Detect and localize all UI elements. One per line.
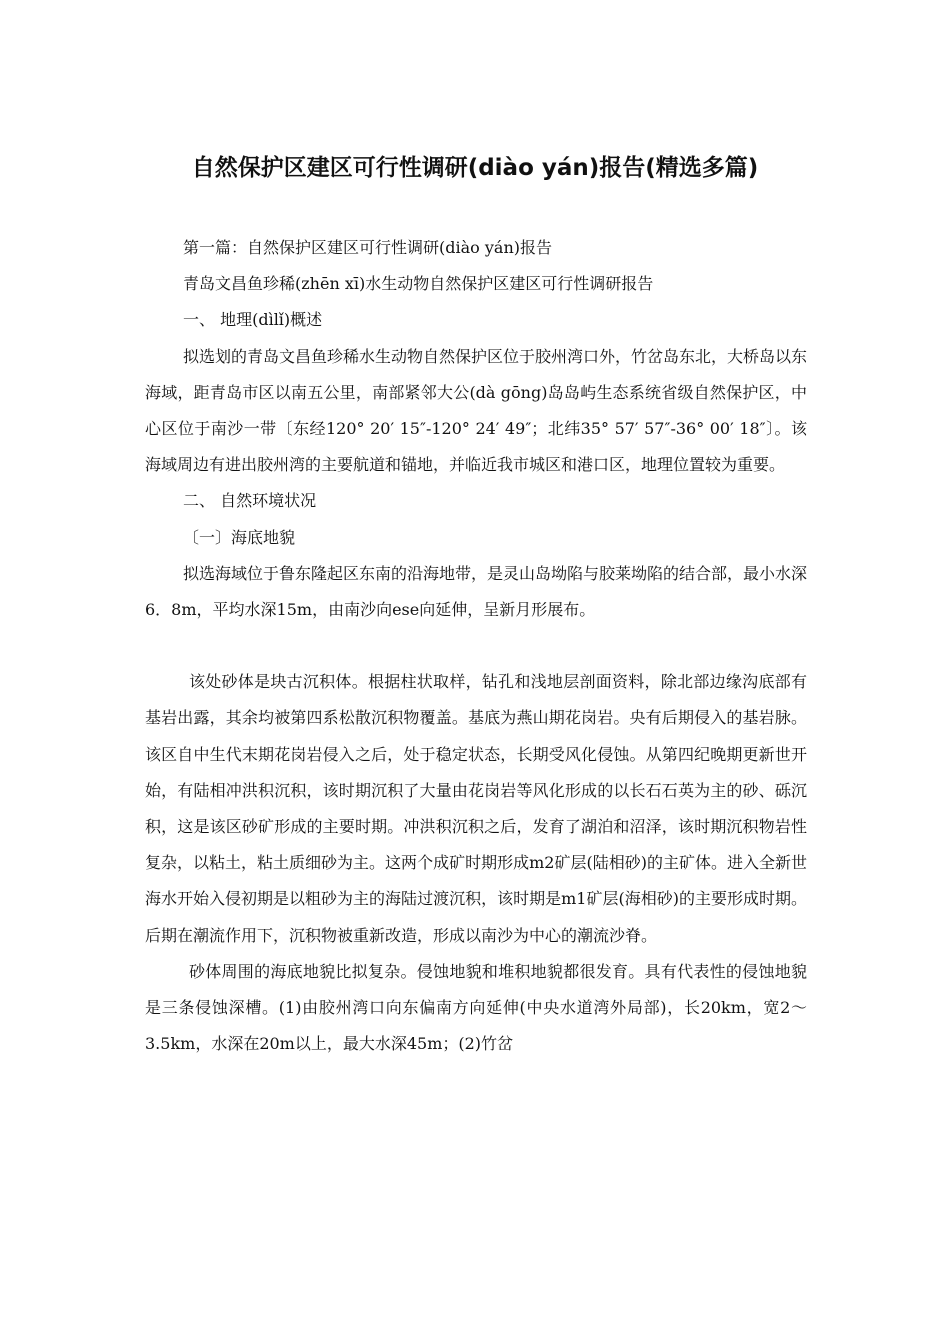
paragraph-geography: 拟选划的青岛文昌鱼珍稀水生动物自然保护区位于胶州湾口外，竹岔岛东北，大桥岛以东海域，距青岛市区以南五公里，南部紧邻大公(dà gōng)岛岛屿生态系统省级自然保护区，中心区位于南沙一带〔东经120° 20′ 15″-120° 24′ 49″；北纬35° 57′ 57″-36° 00′ 18″〕。该海域周边有进出胶州湾的主要航道和锚地，并临近我市城区和港口区，地理位置较为重要。 <box>145 346 808 475</box>
paragraph-seabed-location: 拟选海域位于鲁东隆起区东南的沿海地带，是灵山岛坳陷与胶莱坳陷的结合部，最小水深6．8m，平均水深15m，由南沙向ese向延伸，呈新月形展布。 <box>145 563 808 620</box>
paragraph-report-title: 青岛文昌鱼珍稀(zhēn xī)水生动物自然保护区建区可行性调研报告 <box>183 274 654 294</box>
document-title: 自然保护区建区可行性调研(diào yán)报告(精选多篇) <box>191 155 759 181</box>
paragraph-chapter-heading: 第一篇：自然保护区建区可行性调研(diào yán)报告 <box>183 238 552 257</box>
paragraph-seabed-landform: 砂体周围的海底地貌比拟复杂。侵蚀地貌和堆积地貌都很发育。具有代表性的侵蚀地貌是三条侵蚀深槽。(1)由胶州湾口向东偏南方向延伸(中央水道湾外局部)，长20km，宽2～3.5km，水深在20m以上，最大水深45m；(2)竹岔 <box>145 961 807 1054</box>
paragraph-sand-body: 该处砂体是块古沉积体。根据柱状取样，钻孔和浅地层剖面资料，除北部边缘沟底部有基岩出露，其余均被第四系松散沉积物覆盖。基底为燕山期花岗岩。央有后期侵入的基岩脉。该区自中生代末期花岗岩侵入之后，处于稳定状态，长期受风化侵蚀。从第四纪晚期更新世开始，有陆相冲洪积沉积，该时期沉积了大量由花岗岩等风化形成的以长石石英为主的砂、砾沉积，这是该区砂矿形成的主要时期。冲洪积沉积之后，发育了湖泊和沼泽，该时期沉积物岩性复杂，以粘土，粘土质细砂为主。这两个成矿时期形成m2矿层(陆相砂)的主矿体。进入全新世海水开始入侵初期是以粗砂为主的海陆过渡沉积，该时期是m1矿层(海相砂)的主要形成时期。后期在潮流作用下，沉积物被重新改造，形成以南沙为中心的潮流沙脊。 <box>145 672 807 945</box>
subsection-heading-seabed: 〔一〕海底地貌 <box>183 527 296 547</box>
document-body <box>145 230 807 1062</box>
paragraph-gap <box>145 628 807 664</box>
section-heading-environment: 二、 自然环境状况 <box>183 491 317 511</box>
section-heading-geography: 一、 地理(dìlǐ)概述 <box>183 310 323 330</box>
